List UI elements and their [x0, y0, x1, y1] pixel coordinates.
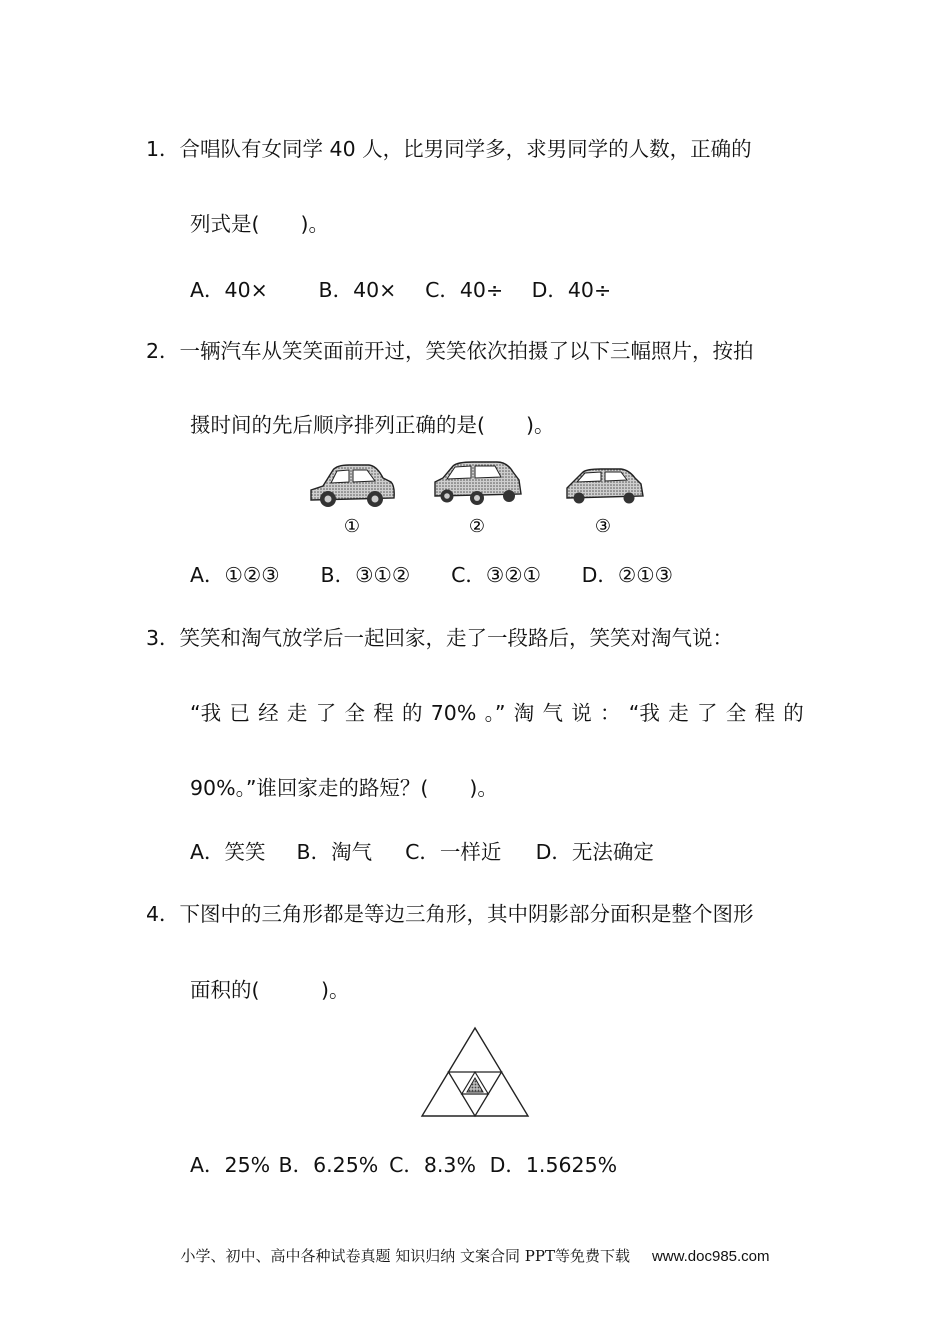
q3-option-d[interactable]: D．无法确定 [535, 840, 654, 864]
car-photo-2 [435, 462, 521, 505]
q4-option-d[interactable]: D．1.5625% [489, 1153, 618, 1177]
q3-stem-line3: 90%。”谁回家走的路短？( )。 [190, 776, 498, 800]
q3-option-a[interactable]: A．笑笑 [190, 840, 266, 864]
q2-option-d[interactable]: D．②①③ [581, 563, 674, 587]
q1-stem-line1: 1．合唱队有女同学 40 人，比男同学多，求男同学的人数，正确的 [146, 137, 752, 161]
q2-options [190, 561, 673, 589]
car-photos-figure [305, 458, 650, 538]
photo-label-2: ② [468, 516, 486, 537]
q4-option-b[interactable]: B．6.25% [278, 1153, 379, 1177]
q1-option-b[interactable]: B．40× [318, 278, 397, 302]
q1-option-c[interactable]: C．40÷ [425, 278, 504, 302]
q4-options [190, 1151, 617, 1179]
q2-stem-line1: 2．一辆汽车从笑笑面前开过，笑笑依次拍摄了以下三幅照片，按拍 [146, 339, 754, 363]
car-photo-1 [311, 465, 394, 507]
q1-options [190, 276, 611, 304]
q2-option-a[interactable]: A．①②③ [190, 563, 280, 587]
q2-option-b[interactable]: B．③①② [320, 563, 411, 587]
q4-option-a[interactable]: A．25% [190, 1153, 271, 1177]
shaded-triangle [467, 1078, 483, 1092]
q4-stem-line2: 面积的( )。 [190, 978, 350, 1002]
q3-options [190, 838, 654, 866]
q2-stem-line2: 摄时间的先后顺序排列正确的是( )。 [190, 413, 555, 437]
photo-label-3: ③ [594, 516, 612, 537]
q3-stem-line2: “我 已 经 走 了 全 程 的 70% 。” 淘 气 说 ： “我 走 了 全 程 的 [190, 701, 804, 725]
q4-stem-line1: 4．下图中的三角形都是等边三角形，其中阴影部分面积是整个图形 [146, 902, 754, 926]
q4-option-c[interactable]: C．8.3% [389, 1153, 476, 1177]
car-photo-3 [567, 469, 643, 504]
photo-label-1: ① [343, 516, 361, 537]
q1-option-d[interactable]: D．40÷ [531, 278, 612, 302]
footer-site-link[interactable]: www.doc985.com [651, 1248, 770, 1265]
q3-option-b[interactable]: B．淘气 [296, 840, 373, 864]
page-footer [0, 1245, 950, 1266]
q3-stem-line1: 3．笑笑和淘气放学后一起回家，走了一段路后，笑笑对淘气说： [146, 626, 734, 650]
footer-text: 小学、初中、高中各种试卷真题 知识归纳 文案合同 PPT等免费下载 [180, 1247, 630, 1265]
q1-option-a[interactable]: A．40× [190, 278, 268, 302]
q3-option-c[interactable]: C．一样近 [405, 840, 502, 864]
triangle-figure [420, 1026, 530, 1120]
q1-stem-line2: 列式是( )。 [190, 212, 329, 236]
q2-option-c[interactable]: C．③②① [451, 563, 542, 587]
